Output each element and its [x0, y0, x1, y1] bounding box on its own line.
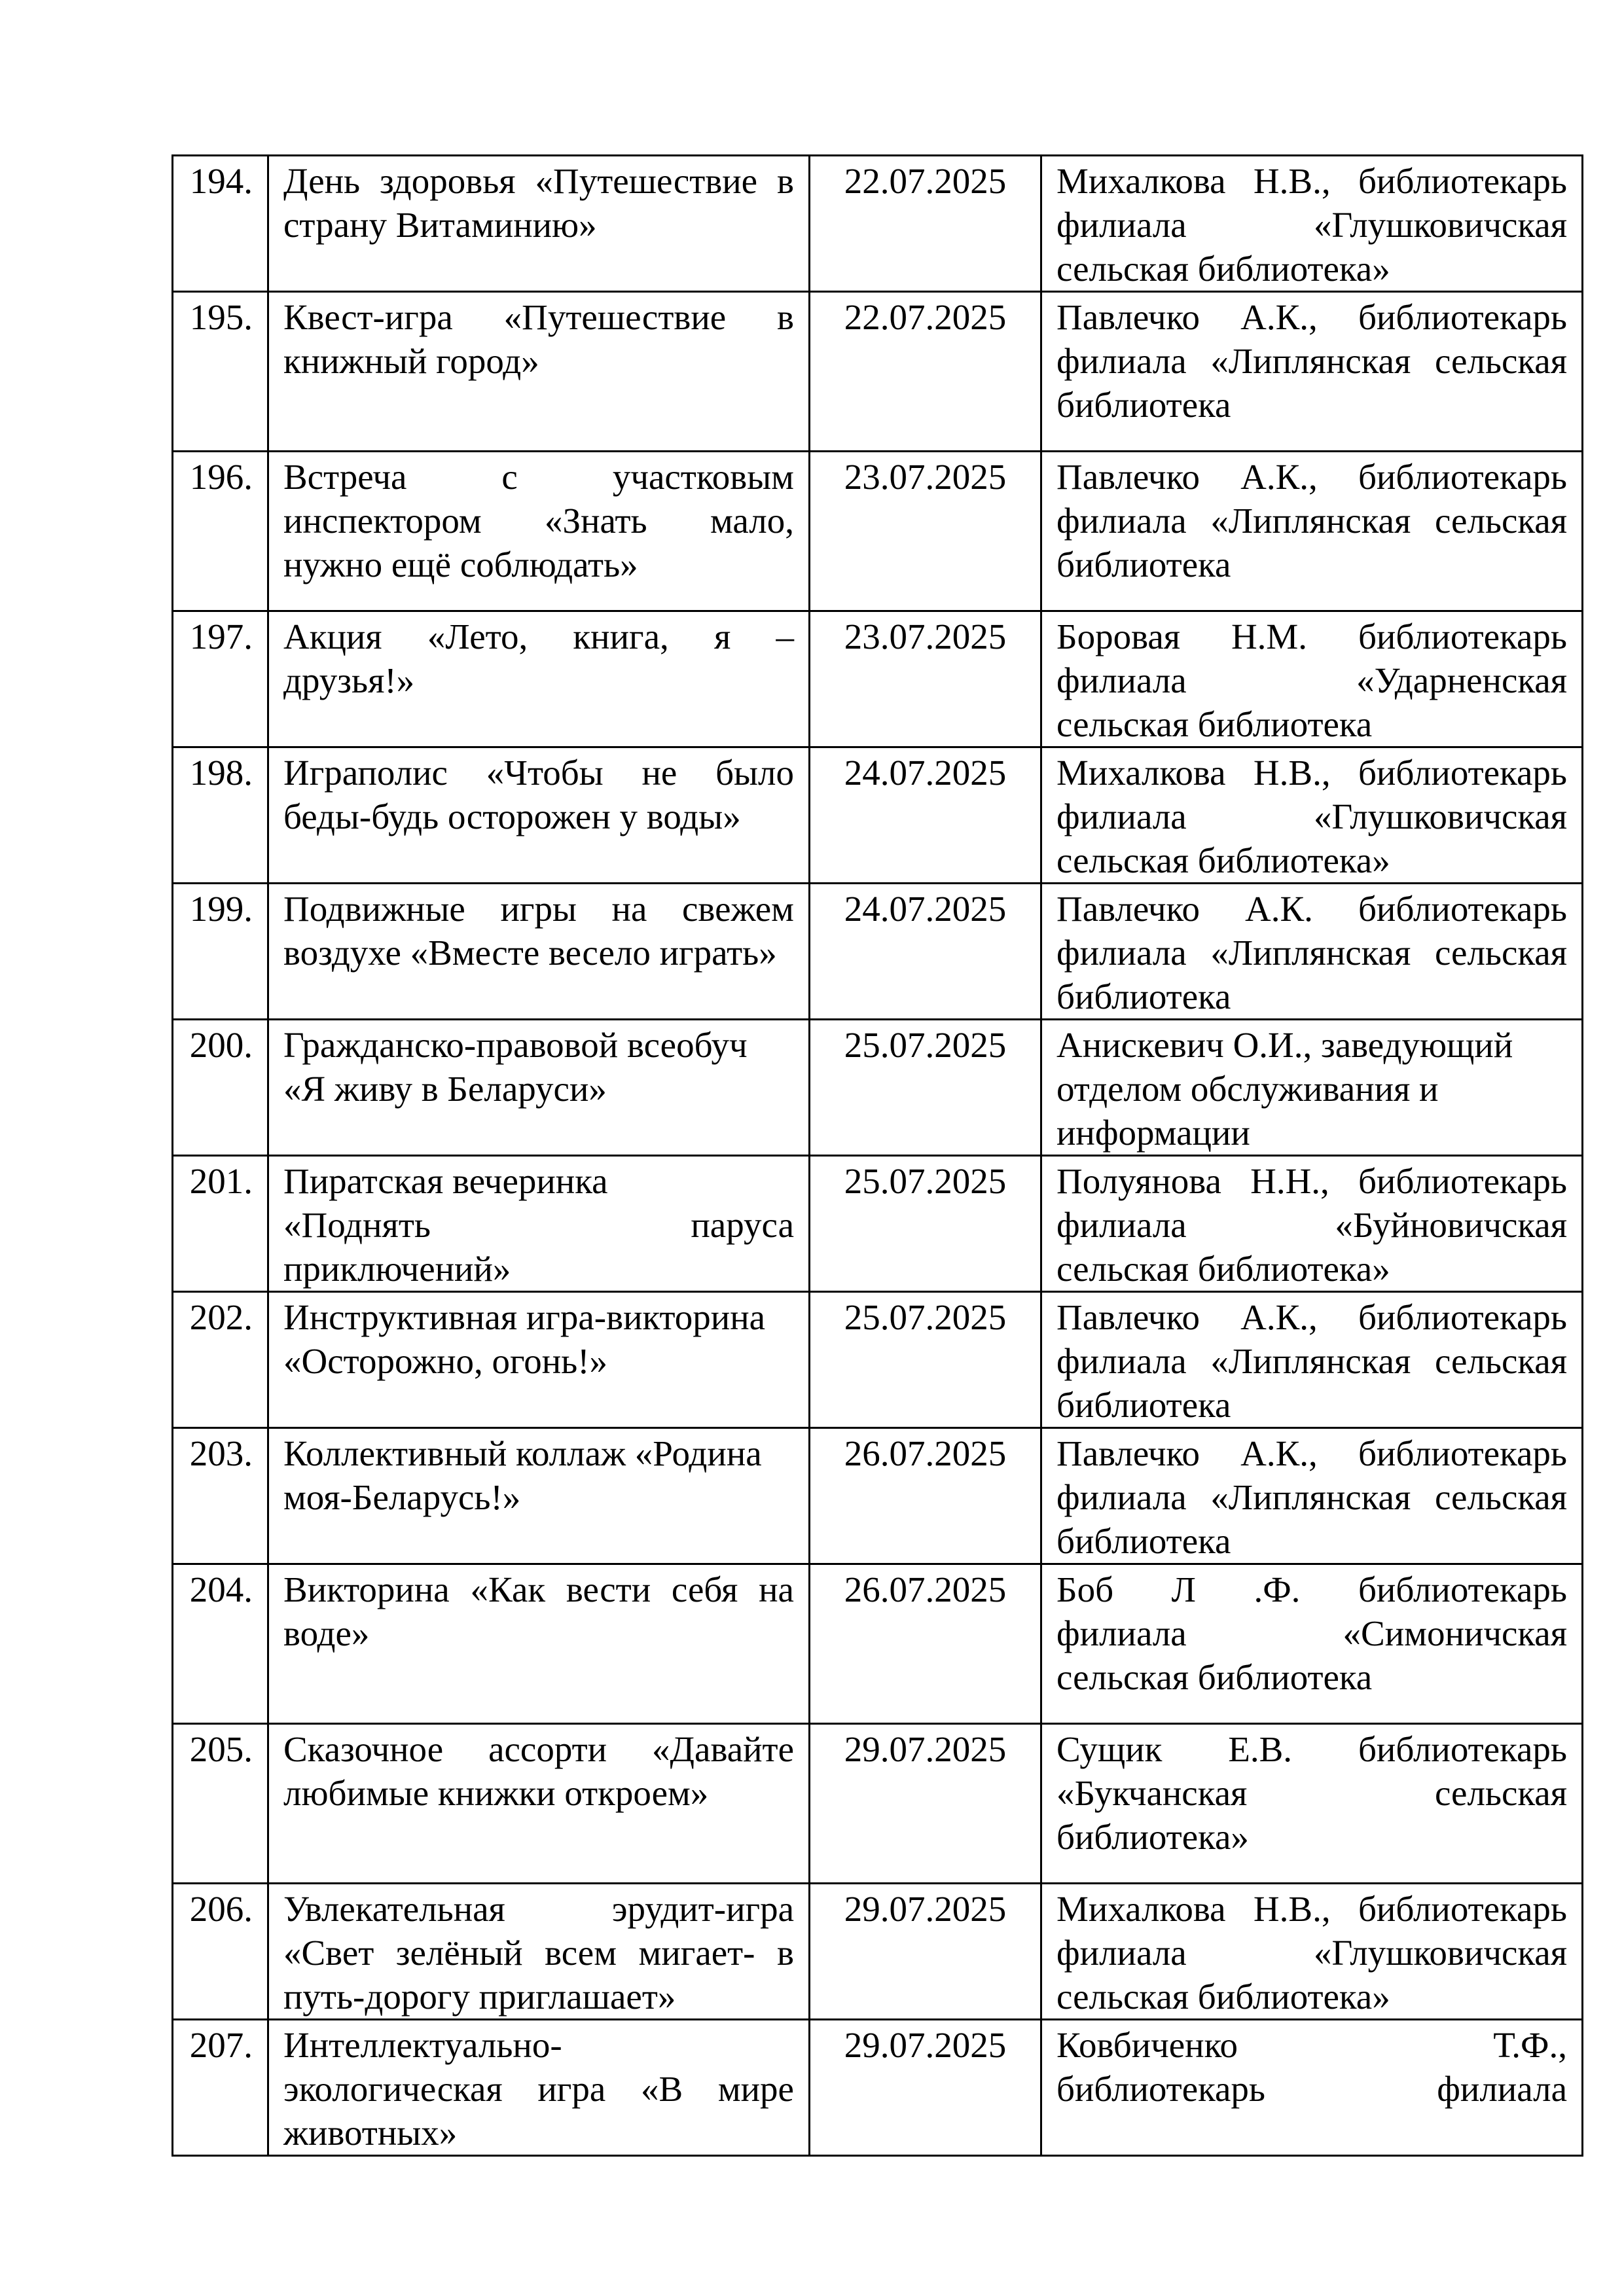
row-number: 195.	[173, 292, 268, 452]
row-number: 202.	[173, 1292, 268, 1428]
row-number: 201.	[173, 1156, 268, 1292]
responsible-person-line: филиала «Глушковичская	[1056, 205, 1567, 245]
event-date: 23.07.2025	[810, 611, 1041, 747]
responsible-person-line: библиотека»	[1056, 1817, 1249, 1857]
event-title-line: Интеллектуально-	[283, 2025, 562, 2065]
row-number: 205.	[173, 1724, 268, 1884]
responsible-person-line: библиотека	[1056, 1385, 1231, 1425]
responsible-person-cell	[1041, 1020, 1583, 1156]
responsible-person-line: отделом обслуживания и	[1056, 1069, 1439, 1109]
event-date: 29.07.2025	[810, 1724, 1041, 1884]
event-title-line: Встреча с участковым	[283, 457, 794, 497]
table-row	[173, 1884, 1583, 2020]
responsible-person-line: сельская библиотека»	[1056, 249, 1390, 289]
responsible-person-line: Павлечко А.К., библиотекарь	[1056, 297, 1567, 337]
event-title-line: моя-Беларусь!»	[283, 1477, 521, 1517]
event-title-line: Акция «Лето, книга, я –	[283, 617, 794, 656]
event-date: 25.07.2025	[810, 1020, 1041, 1156]
responsible-person-line: Павлечко А.К. библиотекарь	[1056, 889, 1567, 929]
table-row	[173, 747, 1583, 884]
responsible-person-cell	[1041, 156, 1583, 292]
event-title-line: путь-дорогу приглашает»	[283, 1977, 676, 2017]
responsible-person-line: филиала «Ударненская	[1056, 660, 1567, 700]
event-title-line: «Поднять паруса	[283, 1205, 794, 1245]
event-title-line: «Осторожно, огонь!»	[283, 1341, 608, 1381]
responsible-person-line: Боб Л .Ф. библиотекарь	[1056, 1570, 1567, 1609]
event-title-cell	[268, 452, 810, 611]
responsible-person-cell	[1041, 452, 1583, 611]
event-title-line: книжный город»	[283, 341, 539, 381]
row-number: 200.	[173, 1020, 268, 1156]
responsible-person-cell	[1041, 1884, 1583, 2020]
row-number: 197.	[173, 611, 268, 747]
row-number: 207.	[173, 2020, 268, 2156]
responsible-person-cell	[1041, 1292, 1583, 1428]
event-date: 25.07.2025	[810, 1292, 1041, 1428]
row-number: 206.	[173, 1884, 268, 2020]
responsible-person-cell	[1041, 611, 1583, 747]
responsible-person-line: сельская библиотека»	[1056, 1977, 1390, 2017]
responsible-person-line: Полуянова Н.Н., библиотекарь	[1056, 1161, 1567, 1201]
event-title-line: Коллективный коллаж «Родина	[283, 1433, 762, 1473]
responsible-person-line: библиотека	[1056, 1521, 1231, 1561]
row-number: 194.	[173, 156, 268, 292]
event-title-line: воздухе «Вместе весело играть»	[283, 933, 777, 973]
responsible-person-line: филиала «Глушковичская	[1056, 797, 1567, 836]
event-title-cell	[268, 2020, 810, 2156]
table-row	[173, 611, 1583, 747]
event-title-line: Гражданско-правовой всеобуч	[283, 1025, 748, 1065]
responsible-person-cell	[1041, 2020, 1583, 2156]
table-row	[173, 2020, 1583, 2156]
row-number: 198.	[173, 747, 268, 884]
event-title-line: инспектором «Знать мало,	[283, 501, 794, 541]
event-title-cell	[268, 1428, 810, 1564]
event-title-cell	[268, 1292, 810, 1428]
event-title-line: беды-будь осторожен у воды»	[283, 797, 741, 836]
responsible-person-line: библиотека	[1056, 385, 1231, 425]
responsible-person-cell	[1041, 1156, 1583, 1292]
events-table	[171, 154, 1583, 2157]
event-title-line: Пиратская вечеринка	[283, 1161, 608, 1201]
responsible-person-line: филиала «Симоничская	[1056, 1613, 1567, 1653]
table-row	[173, 1292, 1583, 1428]
event-title-line: «Свет зелёный всем мигает- в	[283, 1933, 794, 1973]
event-title-cell	[268, 611, 810, 747]
table-row	[173, 1156, 1583, 1292]
responsible-person-line: Михалкова Н.В., библиотекарь	[1056, 161, 1567, 201]
event-title-cell	[268, 1156, 810, 1292]
responsible-person-line: сельская библиотека»	[1056, 1249, 1390, 1289]
row-number: 199.	[173, 884, 268, 1020]
event-title-cell	[268, 884, 810, 1020]
responsible-person-line: Сущик Е.В. библиотекарь	[1056, 1729, 1567, 1769]
event-title-line: Увлекательная эрудит-игра	[283, 1889, 794, 1929]
table-row	[173, 452, 1583, 611]
responsible-person-cell	[1041, 292, 1583, 452]
event-date: 25.07.2025	[810, 1156, 1041, 1292]
responsible-person-line: филиала «Липлянская сельская	[1056, 933, 1567, 973]
event-title-cell	[268, 1884, 810, 2020]
event-title-line: Викторина «Как вести себя на	[283, 1570, 794, 1609]
responsible-person-line: Ковбиченко Т.Ф.,	[1056, 2025, 1567, 2065]
responsible-person-cell	[1041, 1724, 1583, 1884]
responsible-person-line: филиала «Липлянская сельская	[1056, 501, 1567, 541]
event-title-line: нужно ещё соблюдать»	[283, 545, 638, 584]
event-title-line: День здоровья «Путешествие в	[283, 161, 794, 201]
responsible-person-line: Павлечко А.К., библиотекарь	[1056, 457, 1567, 497]
event-title-cell	[268, 747, 810, 884]
responsible-person-line: сельская библиотека	[1056, 704, 1373, 744]
responsible-person-line: филиала «Буйновичская	[1056, 1205, 1567, 1245]
event-date: 24.07.2025	[810, 884, 1041, 1020]
event-title-line: Инструктивная игра-викторина	[283, 1297, 766, 1337]
table-row	[173, 1428, 1583, 1564]
event-title-line: «Я живу в Беларуси»	[283, 1069, 607, 1109]
event-title-cell	[268, 156, 810, 292]
table-row	[173, 1564, 1583, 1724]
event-title-line: приключений»	[283, 1249, 511, 1289]
responsible-person-cell	[1041, 1428, 1583, 1564]
responsible-person-line: филиала «Липлянская сельская	[1056, 341, 1567, 381]
event-title-line: животных»	[283, 2113, 458, 2153]
responsible-person-line: «Букчанская сельская	[1056, 1773, 1567, 1813]
responsible-person-line: Павлечко А.К., библиотекарь	[1056, 1433, 1567, 1473]
responsible-person-line: библиотека	[1056, 977, 1231, 1016]
row-number: 203.	[173, 1428, 268, 1564]
responsible-person-line: Павлечко А.К., библиотекарь	[1056, 1297, 1567, 1337]
table-row	[173, 1020, 1583, 1156]
table-row	[173, 156, 1583, 292]
responsible-person-line: информации	[1056, 1113, 1250, 1153]
event-title-line: Подвижные игры на свежем	[283, 889, 794, 929]
responsible-person-cell	[1041, 884, 1583, 1020]
event-date: 26.07.2025	[810, 1564, 1041, 1724]
event-title-cell	[268, 1020, 810, 1156]
event-title-line: любимые книжки откроем»	[283, 1773, 709, 1813]
table-row	[173, 1724, 1583, 1884]
row-number: 196.	[173, 452, 268, 611]
event-title-line: страну Витаминию»	[283, 205, 597, 245]
responsible-person-line: филиала «Липлянская сельская	[1056, 1477, 1567, 1517]
responsible-person-line: библиотека	[1056, 545, 1231, 584]
event-title-line: экологическая игра «В мире	[283, 2069, 794, 2109]
responsible-person-line: библиотекарь филиала	[1056, 2069, 1567, 2109]
table-row	[173, 292, 1583, 452]
event-date: 22.07.2025	[810, 156, 1041, 292]
event-title-cell	[268, 1724, 810, 1884]
event-title-line: друзья!»	[283, 660, 415, 700]
event-date: 29.07.2025	[810, 2020, 1041, 2156]
event-date: 23.07.2025	[810, 452, 1041, 611]
responsible-person-cell	[1041, 1564, 1583, 1724]
event-date: 22.07.2025	[810, 292, 1041, 452]
row-number: 204.	[173, 1564, 268, 1724]
responsible-person-line: Боровая Н.М. библиотекарь	[1056, 617, 1567, 656]
responsible-person-line: Михалкова Н.В., библиотекарь	[1056, 1889, 1567, 1929]
table-row	[173, 884, 1583, 1020]
event-date: 24.07.2025	[810, 747, 1041, 884]
events-table-body	[173, 156, 1583, 2156]
event-date: 29.07.2025	[810, 1884, 1041, 2020]
event-title-cell	[268, 292, 810, 452]
event-title-line: воде»	[283, 1613, 370, 1653]
responsible-person-line: филиала «Глушковичская	[1056, 1933, 1567, 1973]
event-title-line: Играполис «Чтобы не было	[283, 753, 794, 793]
event-title-cell	[268, 1564, 810, 1724]
event-date: 26.07.2025	[810, 1428, 1041, 1564]
responsible-person-line: филиала «Липлянская сельская	[1056, 1341, 1567, 1381]
event-title-line: Квест-игра «Путешествие в	[283, 297, 794, 337]
responsible-person-line: Анискевич О.И., заведующий	[1056, 1025, 1513, 1065]
responsible-person-line: Михалкова Н.В., библиотекарь	[1056, 753, 1567, 793]
responsible-person-line: сельская библиотека»	[1056, 840, 1390, 880]
event-title-line: Сказочное ассорти «Давайте	[283, 1729, 794, 1769]
responsible-person-line: сельская библиотека	[1056, 1657, 1373, 1697]
responsible-person-cell	[1041, 747, 1583, 884]
